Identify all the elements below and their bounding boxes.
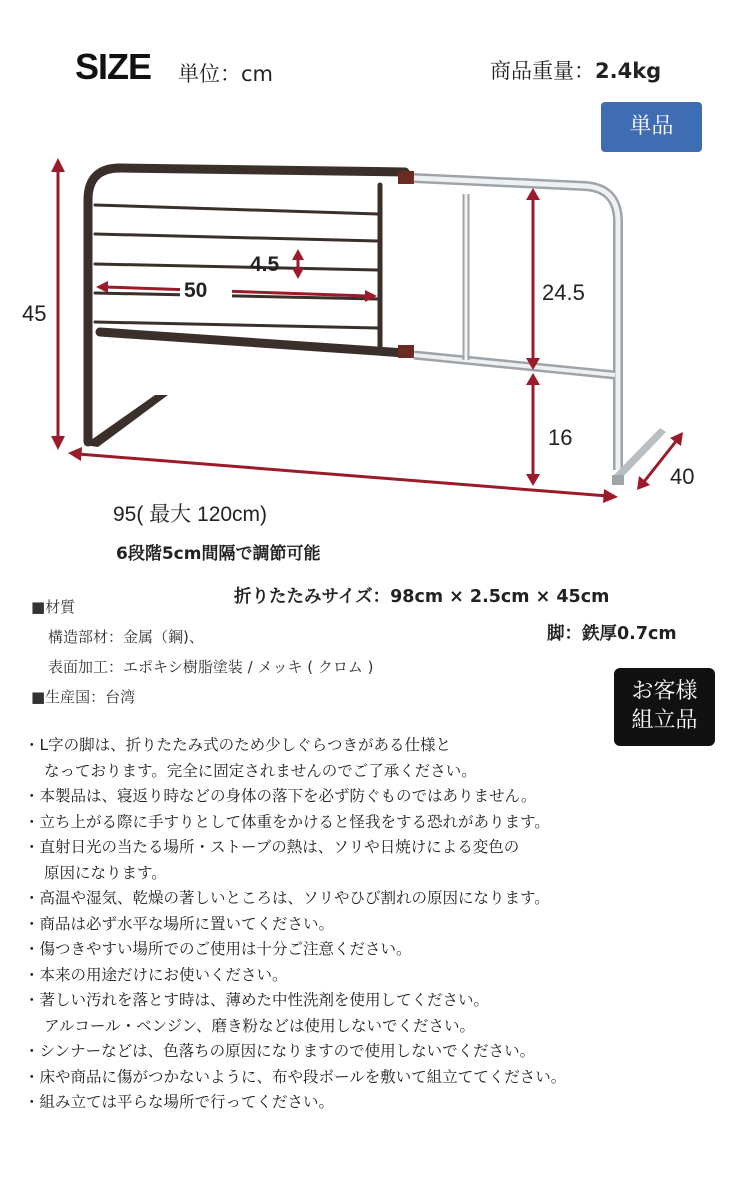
caution-note: ・直射日光の当たる場所・ストーブの熱は、ソリや日焼けによる変色の [24,838,520,856]
origin-country: ■生産国：台湾 [31,688,136,706]
material-surface: 表面加工：エポキシ樹脂塗装 / メッキ ( クロム ) [48,658,374,676]
caution-note: ・本来の用途だけにお使いください。 [24,965,288,984]
bed-guard-diagram [0,150,740,520]
caution-note: ・L字の脚は、折りたたみ式のため少しぐらつきがある仕様と [24,736,451,754]
rail-gap-label: 4.5 [250,253,280,276]
rail-joint-bottom [398,345,414,358]
caution-note: ・著しい汚れを落とす時は、薄めた中性洗剤を使用してください。 [24,991,490,1009]
dark-frame [84,168,405,447]
weight-label [490,55,661,85]
lower-height-label: 16 [548,425,573,450]
weight-label-text: 商品重量： [490,59,595,83]
caution-note: ・床や商品に傷がつかないように、布や段ボールを敷いて組立ててください。 [24,1067,567,1086]
caution-notes [24,733,566,1116]
rail-width-label: 50 [184,279,208,302]
size-title: SIZE [75,46,152,87]
caution-note: なっております。完全に固定されませんのでご了承ください。 [44,761,477,780]
depth-label: 40 [670,464,695,489]
folded-size-label: 折りたたみサイズ：98cm × 2.5cm × 45cm [234,587,610,607]
caution-note: ・傷つきやすい場所でのご使用は十分ご注意ください。 [24,940,412,958]
caution-note: ・シンナーなどは、色落ちの原因になりますので使用しないでください。 [24,1042,536,1060]
adjust-label: 6段階5cm間隔で調節可能 [116,544,321,564]
unit-label: 単位：cm [178,62,274,86]
assembly-badge-line-2: 組立品 [631,708,698,733]
caution-note: アルコール・ベンジン、磨き粉などは使用しないでください。 [44,1016,476,1035]
upper-height-label: 24.5 [542,280,585,305]
caution-note: ・立ち上がる際に手すりとして体重をかけると怪我をする恐れがあります。 [24,812,550,831]
leg-thickness-label: 脚：鉄厚0.7cm [547,624,677,644]
caution-note: ・本製品は、寝返り時などの身体の落下を必ず防ぐものではありません。 [24,787,537,805]
chrome-frame [414,178,666,485]
customer-assembly-badge [614,668,715,746]
caution-note: 原因になります。 [44,863,167,882]
width-label: 95( 最大 120cm) [113,503,268,526]
weight-value: 2.4kg [595,59,662,83]
single-item-badge: 単品 [601,102,702,152]
material-structure: 構造部材：金属（鋼)、 [48,628,204,646]
height-total-label: 45 [22,301,47,326]
assembly-badge-line-1: お客様 [631,679,698,704]
material-heading: ■材質 [31,598,76,616]
caution-note: ・組み立ては平らな場所で行ってください。 [24,1093,335,1111]
caution-note: ・商品は必ず水平な場所に置いてください。 [24,914,335,933]
rail-joint-top [398,171,414,184]
caution-note: ・高温や湿気、乾燥の著しいところは、ソリやひび割れの原因になります。 [24,889,550,907]
dimension-arrows [51,158,683,503]
